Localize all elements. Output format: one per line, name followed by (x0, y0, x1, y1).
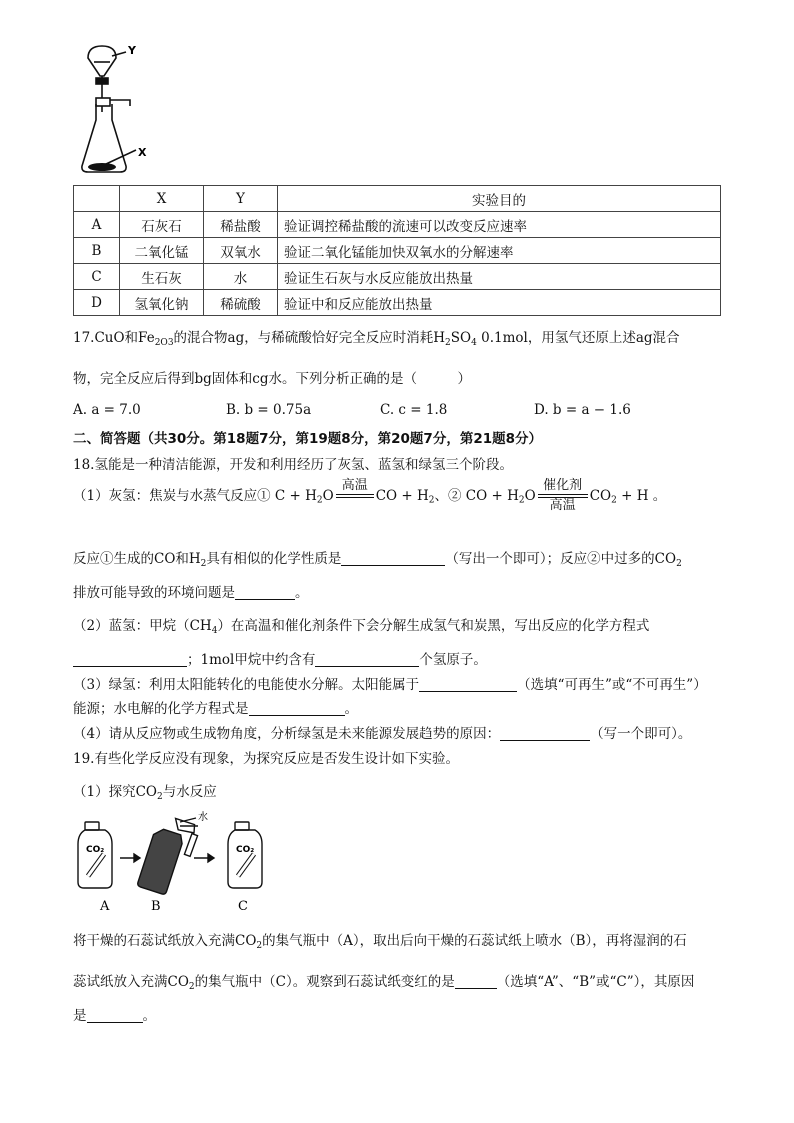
q18-text: 反应①生成的CO和H (73, 551, 201, 567)
q18-text: CO + H (375, 488, 429, 504)
answer-blank[interactable] (419, 677, 517, 692)
label-b: B (151, 899, 161, 914)
table-cell: 验证生石灰与水反应能放出热量 (278, 264, 721, 290)
q18-text: 。 (295, 585, 309, 601)
table-cell: 氢氧化钠 (120, 290, 204, 316)
q18-text: （写出一个即可）；反应②中过多的CO (445, 551, 677, 567)
q18-text: （写一个即可）。 (590, 726, 692, 742)
table-cell: 双氧水 (204, 238, 278, 264)
q17-option-a: A. a = 7.0 (73, 402, 141, 418)
table-row (74, 212, 721, 238)
q18-grey-hydrogen-line: （1）灰氢：焦炭与水蒸气反应① $C + H_2O$ 高温 CO + $H_2$、② CO + $H_2O$ 催化剂 高温 $CO_2 + H$ 。 (73, 478, 667, 513)
table-row (74, 238, 721, 264)
litmus-experiment-figure (76, 808, 296, 918)
answer-blank[interactable] (235, 585, 295, 600)
condition-top: 高温 (341, 478, 368, 493)
q18-text: （4）请从反应物或生成物角度，分析绿氢是未来能源发展趋势的原因： (73, 726, 501, 742)
table-header-cell: Y (204, 186, 278, 212)
q18-text: 、② CO + H (434, 488, 519, 504)
table-cell: 生石灰 (120, 264, 204, 290)
q18-text: O (524, 488, 536, 504)
q17-text: SO (450, 330, 472, 346)
q19-text: 与水反应 (162, 784, 217, 800)
table-cell: 水 (204, 264, 278, 290)
table-cell: D (74, 290, 120, 316)
q18-intro: 18.氢能是一种清洁能源，开发和利用经历了灰氢、蓝氢和绿氢三个阶段。 (73, 457, 513, 473)
q18-line3: 反应①生成的CO和$H_2$具有相似的化学性质是 （写出一个即可）；反应②中过多的$CO_2$ (73, 551, 682, 569)
q17-stem-line1: 17.CuO和$Fe_{2O3}$的混合物ag，与稀硫酸恰好完全反应时消耗$H_2SO_4$ 0.1mol，用氢气还原上述ag混合 (73, 330, 680, 348)
answer-blank[interactable] (500, 726, 590, 741)
answer-blank[interactable] (73, 652, 187, 667)
q18-text: （2）蓝氢：甲烷（CH (73, 618, 212, 634)
q18-text: ）在高温和催化剂条件下会分解生成氢气和炭黑，写出反应的化学方程式 (217, 618, 650, 634)
label-a: A (100, 899, 110, 914)
table-cell: C (74, 264, 120, 290)
q19-text: 是 (73, 1008, 87, 1024)
q19-intro: 19.有些化学反应没有现象，为探究反应是否发生设计如下实验。 (73, 751, 459, 767)
q19-paragraph-line1: 将干燥的石蕊试纸放入充满$CO_2$的集气瓶中（A），取出后向干燥的石蕊试纸上喷水（B），再将湿润的石 (73, 933, 687, 951)
q18-green-hydrogen-line (73, 673, 707, 693)
q18-text: CO (589, 488, 612, 504)
q17-text: 0.1mol，用氢气还原上述ag混合 (481, 330, 680, 346)
q18-text: 具有相似的化学性质是 (206, 551, 342, 567)
table-cell: 验证调控稀盐酸的流速可以改变反应速率 (278, 212, 721, 238)
q18-text: （选填“可再生”或“不可再生”） (517, 677, 707, 693)
answer-blank[interactable] (249, 701, 345, 716)
table-header-cell: 实验目的 (278, 186, 721, 212)
q17-option-b: B. b = 0.75a (226, 402, 312, 418)
q17-stem-line2: 物，完全反应后得到bg固体和cg水。下列分析正确的是（ ） (73, 371, 471, 387)
q18-blue-answer-line (73, 648, 487, 668)
q19-text: 的集气瓶中（A），取出后向干燥的石蕊试纸上喷水（B），再将湿润的石 (262, 933, 687, 949)
q18-part4 (73, 722, 691, 742)
table-cell: 验证中和反应能放出热量 (278, 290, 721, 316)
q19-text: 。 (142, 1008, 156, 1024)
q18-line4 (73, 581, 309, 601)
answer-blank[interactable] (341, 551, 445, 566)
answer-blank[interactable] (455, 974, 497, 989)
water-label: 水 (198, 812, 208, 823)
table-header-cell (74, 186, 120, 212)
q18-text: 排放可能导致的环境问题是 (73, 585, 235, 601)
label-y: Y (128, 44, 136, 57)
table-cell: A (74, 212, 120, 238)
condition-top: 催化剂 (543, 478, 583, 493)
q19-text: （1）探究CO (73, 784, 157, 800)
section-heading: 二、简答题（共30分。第18题7分，第19题8分，第20题7分，第21题8分） (73, 431, 543, 447)
table-cell: 二氧化锰 (120, 238, 204, 264)
table-header-cell: X (120, 186, 204, 212)
q17-text: 17.CuO和Fe (73, 330, 155, 346)
q18-text: （1）灰氢：焦炭与水蒸气反应① C + H (73, 488, 317, 504)
jar-c-co2-label: CO₂ (236, 845, 255, 855)
q18-text: 。 (344, 701, 358, 717)
table-cell: 验证二氧化锰能加快双氧水的分解速率 (278, 238, 721, 264)
q19-paragraph-line2: 蕊试纸放入充满$CO_2$的集气瓶中（C）。观察到石蕊试纸变红的是 （选填“A”、“B”或“C”），其原因 (73, 974, 695, 992)
q19-text: 蕊试纸放入充满CO (73, 974, 189, 990)
q19-text: 的集气瓶中（C）。观察到石蕊试纸变红的是 (194, 974, 455, 990)
q18-text: O (322, 488, 334, 504)
table-header-row (74, 186, 721, 212)
table-row (74, 264, 721, 290)
q19-text: （选填“A”、“B”或“C”），其原因 (496, 974, 695, 990)
answer-blank[interactable] (315, 652, 419, 667)
q18-blue-hydrogen-line: （2）蓝氢：甲烷$(CH_4)$在高温和催化剂条件下会分解生成氢气和炭黑，写出反应的化学方程式 (73, 618, 650, 636)
q17-text: 的混合物ag，与稀硫酸恰好完全反应时消耗H (173, 330, 446, 346)
answer-blank[interactable] (87, 1008, 143, 1023)
table-row (74, 290, 721, 316)
q18-text: （3）绿氢：利用太阳能转化的电能使水分解。太阳能属于 (73, 677, 420, 693)
label-x: X (138, 146, 147, 159)
q18-text: + H 。 (616, 488, 667, 504)
q18-text: 能源；水电解的化学方程式是 (73, 701, 249, 717)
q17-option-d: D. b = a − 1.6 (534, 402, 631, 418)
q18-text: 个氢原子。 (419, 652, 487, 668)
label-c: C (238, 899, 248, 914)
q17-option-c: C. c = 1.8 (380, 402, 448, 418)
q19-paragraph-line3 (73, 1004, 156, 1024)
jar-a-co2-label: CO₂ (86, 845, 105, 855)
apparatus-figure (76, 42, 166, 176)
table-cell: 稀硫酸 (204, 290, 278, 316)
table-cell: B (74, 238, 120, 264)
table-cell: 稀盐酸 (204, 212, 278, 238)
condition-bottom: 高温 (549, 498, 576, 513)
experiment-table (73, 185, 721, 316)
q19-text: 将干燥的石蕊试纸放入充满CO (73, 933, 257, 949)
reaction-condition-catalyst (538, 478, 588, 514)
reaction-condition-high-temp (336, 478, 374, 514)
q18-text: ；1mol甲烷中约含有 (187, 652, 316, 668)
q19-subtitle: （1）探究$CO_2$与水反应 (73, 784, 217, 802)
table-cell: 石灰石 (120, 212, 204, 238)
q18-green-line2 (73, 697, 358, 717)
